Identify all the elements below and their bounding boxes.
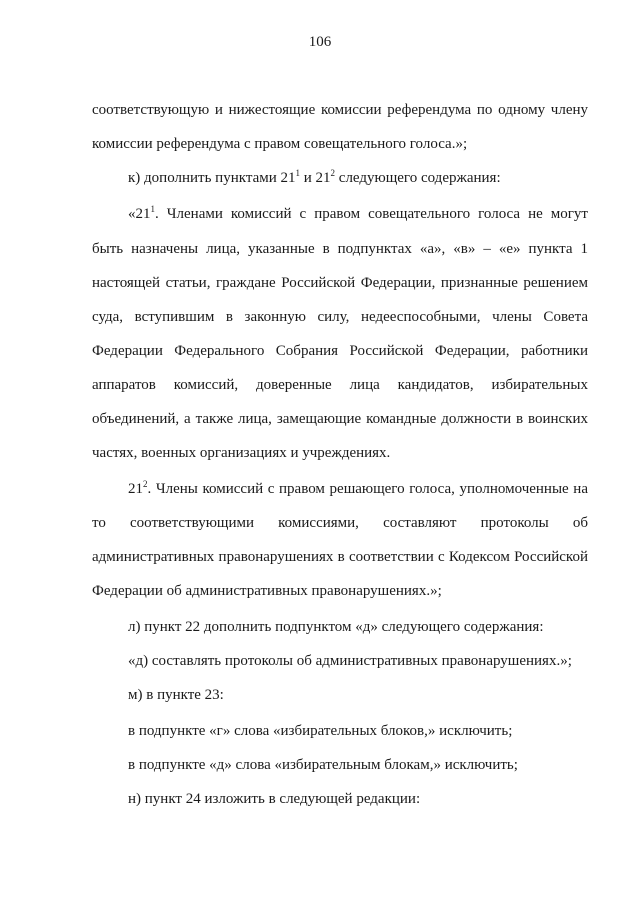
paragraph-line: аппаратов комиссий, доверенные лица кандидатов, избирательных <box>92 377 588 393</box>
paragraph-line: л) пункт 22 дополнить подпунктом «д» следующего содержания: <box>128 619 544 635</box>
paragraph-line: к) дополнить пунктами $21^1$ и $21^2$ следующего содержания: <box>128 168 501 186</box>
paragraph-line: $21^2$. Члены комиссий с правом решающего голоса, уполномоченные на <box>128 479 588 497</box>
paragraph-line: Федерации Федерального Собрания Российской Федерации, работники <box>92 343 588 359</box>
paragraph-line: комиссии референдума с правом совещательного голоса.»; <box>92 136 468 152</box>
paragraph-line: в подпункте «д» слова «избирательным блокам,» исключить; <box>128 757 518 773</box>
paragraph-line: быть назначены лица, указанные в подпунктах «а», «в» – «е» пункта 1 <box>92 241 588 257</box>
paragraph-line: в подпункте «г» слова «избирательных блоков,» исключить; <box>128 723 513 739</box>
paragraph-line: «$21^1$. Членами комиссий с правом совещательного голоса не могут <box>128 204 588 222</box>
paragraph-line: м) в пункте 23: <box>128 687 224 703</box>
paragraph-line: административных правонарушениях в соответствии с Кодексом Российской <box>92 549 588 565</box>
page-number: 106 <box>308 34 332 50</box>
paragraph-line: суда, вступившим в законную силу, недееспособными, члены Совета <box>92 309 588 325</box>
paragraph-line: Федерации об административных правонарушениях.»; <box>92 583 442 599</box>
paragraph-line: объединений, а также лица, замещающие командные должности в воинских <box>92 411 588 427</box>
paragraph-line: настоящей статьи, граждане Российской Федерации, признанные решением <box>92 275 588 291</box>
paragraph-line: частях, военных организациях и учреждениях. <box>92 445 391 461</box>
paragraph-line: соответствующую и нижестоящие комиссии референдума по одному члену <box>92 102 588 118</box>
paragraph-line: то соответствующими комиссиями, составляют протоколы об <box>92 515 588 531</box>
paragraph-line: н) пункт 24 изложить в следующей редакции: <box>128 791 421 807</box>
paragraph-line: «д) составлять протоколы об административных правонарушениях.»; <box>128 653 572 669</box>
